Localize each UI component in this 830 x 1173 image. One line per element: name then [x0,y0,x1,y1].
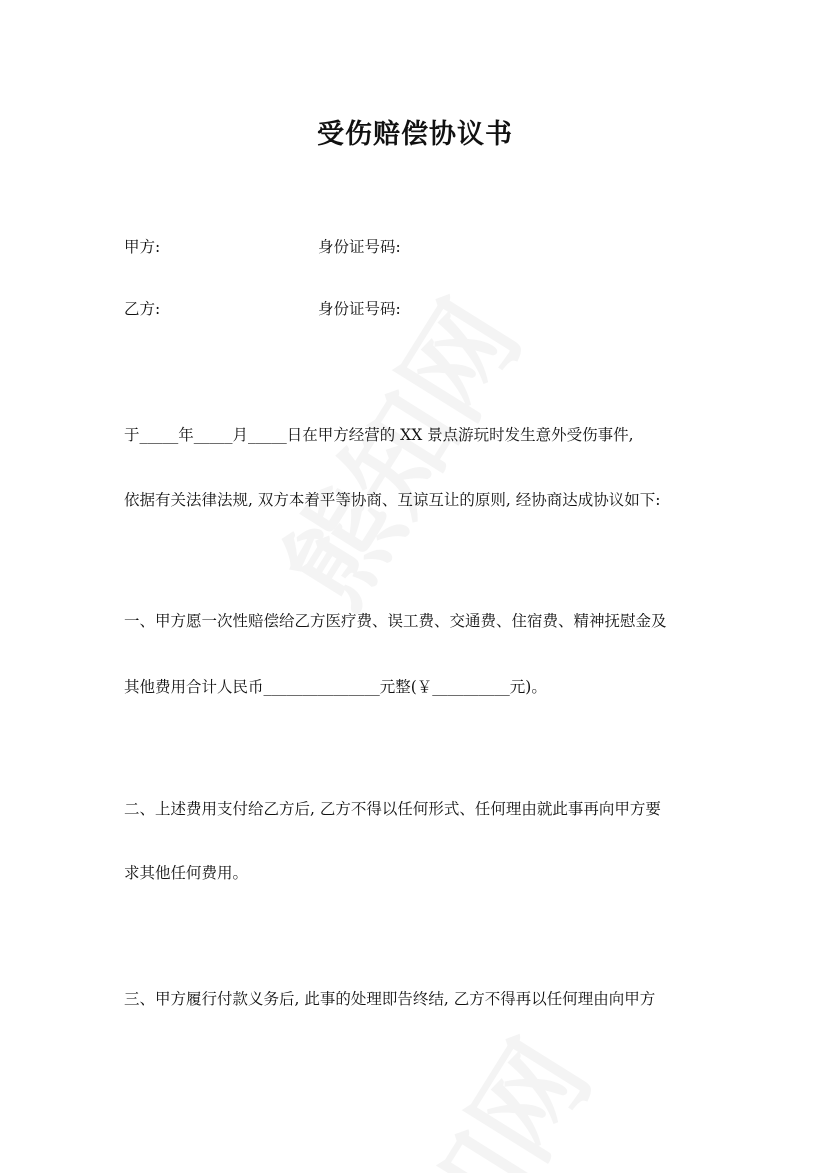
clause-1-line-2: 其他费用合计人民币_______________元整(￥__________元)。 [124,678,547,696]
clause-3-line-1: 三、甲方履行付款义务后, 此事的处理即告终结, 乙方不得再以任何理由向甲方 [124,990,656,1008]
watermark-bottom [311,1007,620,1173]
party-a-id-label: 身份证号码: [318,238,401,256]
document-title: 受伤赔偿协议书 [317,119,513,150]
party-b-id-label: 身份证号码: [318,300,401,318]
clause-2-line-2: 求其他任何费用。 [124,864,249,882]
watermark-top [241,267,550,631]
party-a-label: 甲方: [124,238,161,256]
clause-2-line-1: 二、上述费用支付给乙方后, 乙方不得以任何形式、任何理由就此事再向甲方要 [124,800,661,818]
clause-1-line-1: 一、甲方愿一次性赔偿给乙方医疗费、误工费、交通费、住宿费、精神抚慰金及 [124,612,667,630]
intro-line-1: 于_____年_____月_____日在甲方经营的 XX 景点游玩时发生意外受伤事件, [124,426,634,444]
party-b-label: 乙方: [124,300,161,318]
intro-line-2: 依据有关法律法规, 双方本着平等协商、互谅互让的原则, 经协商达成协议如下: [124,491,661,509]
